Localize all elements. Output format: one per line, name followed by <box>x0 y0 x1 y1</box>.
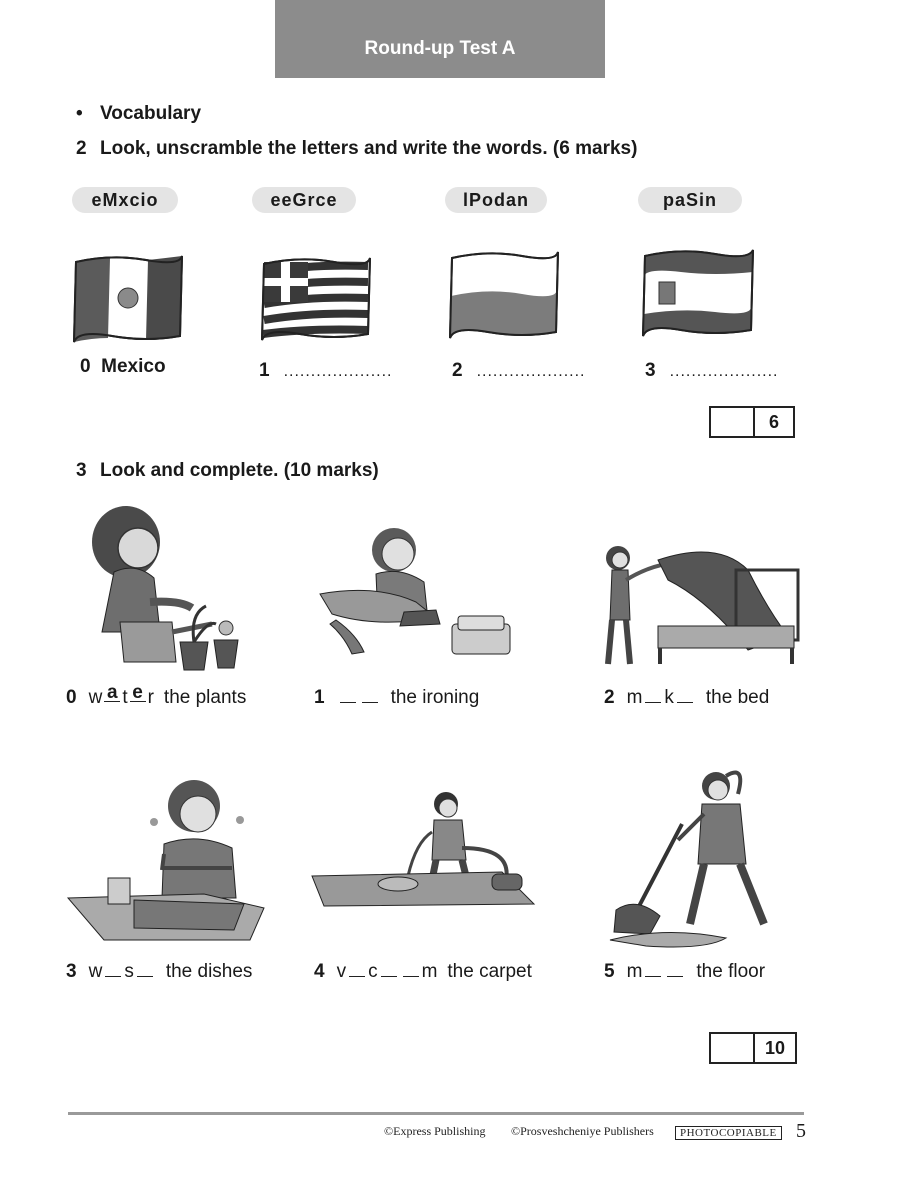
marks-box <box>709 406 795 438</box>
given-letter: s <box>124 961 134 982</box>
answer-number: 3 <box>645 360 656 381</box>
footer-publisher-1: ©Express Publishing <box>384 1124 486 1138</box>
phrase-text: the bed <box>705 687 770 708</box>
spain-flag-image <box>641 244 757 338</box>
given-letter: w <box>88 687 103 708</box>
item-number: 1 <box>314 687 325 708</box>
scrambled-word-chip: lPodan <box>445 187 547 213</box>
letter-blank[interactable] <box>645 688 661 703</box>
answer-blank[interactable]: .................... <box>283 363 393 380</box>
phrase-item <box>314 961 532 983</box>
answer-number: 0 <box>80 356 91 377</box>
washing-dishes-illustration <box>64 778 264 942</box>
mopping-floor-illustration <box>606 764 790 954</box>
exercise3-instruction <box>76 460 379 482</box>
item-number: 2 <box>604 687 615 708</box>
exercise2-instruction-text: Look, unscramble the letters and write the words. (6 marks) <box>100 138 638 159</box>
header-banner <box>275 0 605 78</box>
watering-plants-illustration <box>80 492 250 677</box>
poland-flag-image <box>448 246 562 340</box>
phrase-item <box>314 687 479 709</box>
marks-score-field[interactable] <box>711 1034 755 1062</box>
exercise3-number: 3 <box>76 460 87 481</box>
given-letter: m <box>626 687 643 708</box>
footer-divider <box>68 1112 804 1115</box>
ironing-illustration <box>316 524 516 664</box>
letter-blank[interactable] <box>403 962 419 977</box>
letter-blank[interactable] <box>677 688 693 703</box>
section-bullet: • <box>76 103 83 124</box>
given-letter: m <box>421 961 438 982</box>
footer-badge <box>675 1125 782 1140</box>
footer-publisher-2: ©Prosveshcheniye Publishers <box>511 1124 654 1138</box>
section-title <box>76 103 201 125</box>
exercise2-number: 2 <box>76 138 87 159</box>
letter-blank[interactable] <box>381 962 397 977</box>
phrase-text: the ironing <box>390 687 480 708</box>
page-number: 5 <box>796 1120 806 1142</box>
marks-total: 6 <box>768 412 779 432</box>
answer-blank[interactable]: .................... <box>669 363 779 380</box>
letter-blank[interactable] <box>645 962 661 977</box>
filled-letter-blank: e <box>130 685 146 702</box>
item-number: 0 <box>66 687 77 708</box>
section-title-text: Vocabulary <box>100 103 202 124</box>
phrase-item <box>604 961 765 983</box>
scrambled-word-chip: eeGrce <box>252 187 356 213</box>
filled-letter-blank: a <box>104 685 120 702</box>
marks-score-field[interactable] <box>711 408 755 436</box>
letter-blank[interactable] <box>137 962 153 977</box>
given-letter: t <box>122 687 128 708</box>
scrambled-word-chip: eMxcio <box>72 187 178 213</box>
flag-answer-line[interactable] <box>645 360 778 382</box>
given-letter: c <box>368 961 378 982</box>
making-bed-illustration <box>598 540 802 678</box>
flag-answer-line[interactable] <box>452 360 585 382</box>
phrase-text: the floor <box>696 961 766 982</box>
letter-blank[interactable] <box>362 688 378 703</box>
letter-blank[interactable] <box>349 962 365 977</box>
given-letter: k <box>664 687 674 708</box>
marks-box <box>709 1032 797 1064</box>
given-letter: v <box>336 961 347 982</box>
marks-total: 10 <box>764 1038 786 1058</box>
letter-blank[interactable] <box>340 688 356 703</box>
flag-answer-example <box>80 356 166 378</box>
item-number: 5 <box>604 961 615 982</box>
item-number: 4 <box>314 961 325 982</box>
header-title: Round-up Test A <box>364 38 516 59</box>
given-letter: r <box>147 687 154 708</box>
phrase-text: the dishes <box>165 961 253 982</box>
letter-blank[interactable] <box>667 962 683 977</box>
phrase-item <box>66 961 252 983</box>
phrase-item <box>604 687 769 709</box>
greece-flag-image <box>260 254 374 344</box>
given-letter: m <box>626 961 643 982</box>
phrase-text: the plants <box>163 687 247 708</box>
phrase-item-example <box>66 682 247 709</box>
given-letter: w <box>88 961 103 982</box>
vacuuming-illustration <box>312 788 536 914</box>
mexico-flag-image <box>72 250 184 345</box>
exercise3-instruction-text: Look and complete. (10 marks) <box>100 460 379 481</box>
letter-blank[interactable] <box>105 962 121 977</box>
answer-blank[interactable]: .................... <box>476 363 586 380</box>
phrase-text: the carpet <box>447 961 532 982</box>
answer-text: Mexico <box>101 356 166 377</box>
photocopiable-badge: PHOTOCOPIABLE <box>675 1126 782 1140</box>
scrambled-word-chip: paSin <box>638 187 742 213</box>
answer-number: 1 <box>259 360 270 381</box>
answer-number: 2 <box>452 360 463 381</box>
flag-answer-line[interactable] <box>259 360 392 382</box>
exercise2-instruction <box>76 138 637 160</box>
item-number: 3 <box>66 961 77 982</box>
